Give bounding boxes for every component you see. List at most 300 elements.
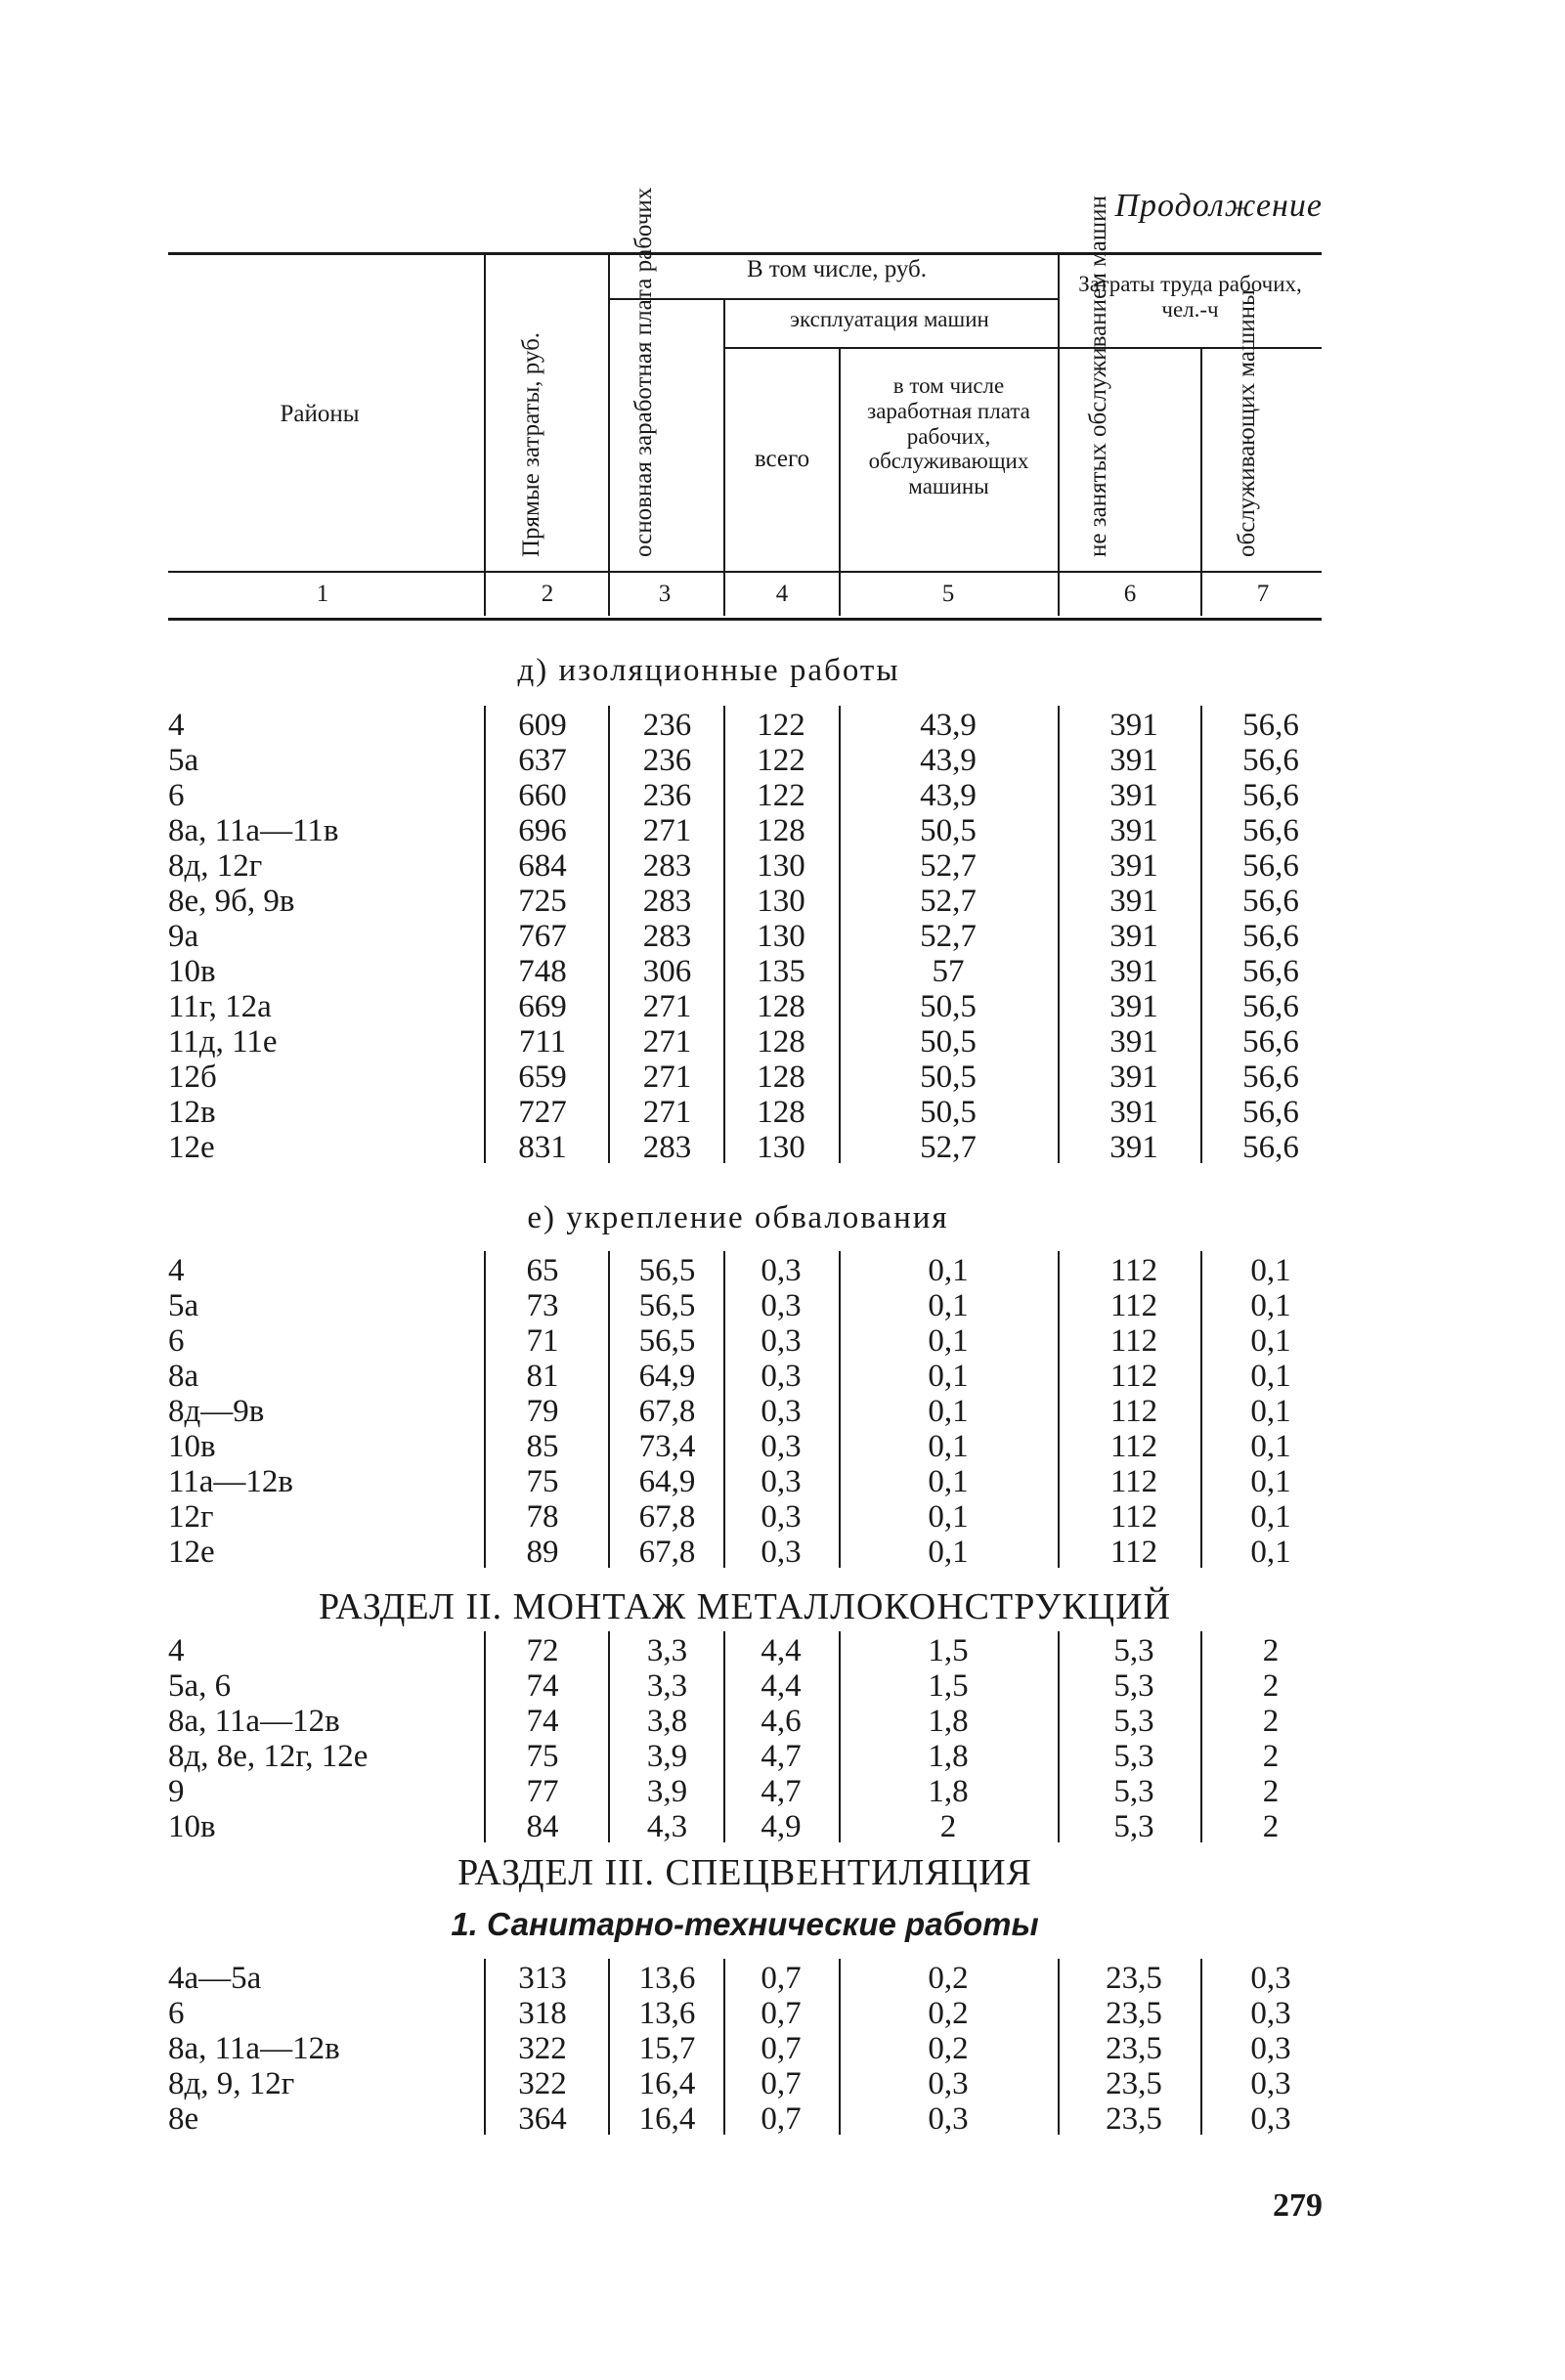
cell-labor-not-machine: 112 [1109,1429,1158,1464]
cell-rayon: 6 [168,778,185,813]
cell-direct-costs: 748 [518,954,567,989]
table-row [0,2031,1565,2066]
cell-machine-wage: 0,1 [928,1499,969,1535]
cell-machine-wage: 52,7 [920,884,977,919]
cell-rayon: 12в [168,1095,216,1130]
table-row [0,1961,1565,1996]
cell-labor-not-machine: 112 [1109,1253,1158,1288]
column-divider [608,706,610,1163]
table-row [0,1130,1565,1165]
cell-labor-machine: 56,6 [1242,848,1299,884]
cell-machines-total: 122 [757,708,805,743]
cell-labor-not-machine: 391 [1109,954,1158,989]
cell-rayon: 12е [168,1535,215,1570]
column-divider [1200,1631,1202,1842]
cell-labor-not-machine: 112 [1109,1394,1158,1429]
cell-rayon: 8д, 9, 12г [168,2066,295,2101]
table-row [0,1464,1565,1499]
cell-machines-total: 128 [757,1095,805,1130]
cell-labor-machine: 0,1 [1250,1429,1291,1464]
column-divider [1058,1959,1060,2135]
cell-machine-wage: 52,7 [920,1130,977,1165]
cell-labor-not-machine: 391 [1109,884,1158,919]
cell-machines-total: 128 [757,813,805,848]
cell-machines-total: 0,3 [761,1394,802,1429]
table-row [0,1739,1565,1774]
cell-direct-costs: 84 [526,1809,559,1844]
cell-basic-wage: 3,9 [646,1739,688,1774]
cell-rayon: 12е [168,1130,215,1165]
cell-direct-costs: 364 [518,2101,567,2137]
cell-rayon: 10в [168,1429,216,1464]
cell-labor-not-machine: 5,3 [1113,1633,1154,1668]
cell-labor-machine: 56,6 [1242,813,1299,848]
column-divider [723,706,725,1163]
cell-rayon: 10в [168,1809,216,1844]
cell-labor-not-machine: 391 [1109,743,1158,778]
cell-labor-machine: 2 [1262,1739,1280,1774]
cell-machine-wage: 0,1 [928,1535,969,1570]
table-row [0,743,1565,778]
cell-rayon: 6 [168,1996,185,2031]
col-number: 1 [316,581,329,607]
cell-basic-wage: 16,4 [638,2066,696,2101]
column-divider [484,1631,486,1842]
column-divider [839,706,841,1163]
header-rule [608,298,1058,300]
cell-basic-wage: 271 [642,1095,692,1130]
cell-basic-wage: 4,3 [646,1809,688,1844]
cell-direct-costs: 684 [518,848,567,884]
cell-labor-not-machine: 112 [1109,1288,1158,1323]
cell-labor-not-machine: 112 [1109,1323,1158,1359]
header-divider [839,571,841,616]
cell-direct-costs: 72 [526,1633,559,1668]
cell-rayon: 9а [168,919,199,954]
cell-labor-not-machine: 391 [1109,848,1158,884]
column-divider [484,1251,486,1568]
header-divider [608,571,610,616]
cell-machines-total: 0,3 [761,1464,802,1499]
cell-rayon: 8е, 9б, 9в [168,884,295,919]
cell-rayon: 8а, 11а—11в [168,813,339,848]
cell-basic-wage: 15,7 [638,2031,696,2066]
table-row [0,954,1565,989]
cell-direct-costs: 660 [518,778,567,813]
cell-direct-costs: 696 [518,813,567,848]
column-divider [608,1251,610,1568]
cell-rayon: 10в [168,954,216,989]
cell-machine-wage: 0,1 [928,1429,969,1464]
cell-machine-wage: 2 [939,1809,957,1844]
column-divider [484,706,486,1163]
cell-direct-costs: 767 [518,919,567,954]
table-row [0,1288,1565,1323]
cell-labor-not-machine: 5,3 [1113,1774,1154,1809]
column-divider [1058,1251,1060,1568]
cell-labor-not-machine: 391 [1109,919,1158,954]
header-divider [1200,571,1202,616]
cell-direct-costs: 727 [518,1095,567,1130]
cell-labor-machine: 0,1 [1250,1288,1291,1323]
table-row [0,1429,1565,1464]
cell-labor-machine: 0,1 [1250,1323,1291,1359]
column-divider [839,1959,841,2135]
cell-machine-wage: 52,7 [920,919,977,954]
table-row [0,1253,1565,1288]
cell-rayon: 8а, 11а—12в [168,1704,340,1739]
cell-direct-costs: 85 [526,1429,559,1464]
table-row [0,813,1565,848]
cell-basic-wage: 306 [642,954,692,989]
header-bottom-rule [168,618,1322,621]
cell-direct-costs: 75 [526,1739,559,1774]
cell-basic-wage: 236 [642,743,692,778]
cell-labor-machine: 56,6 [1242,1095,1299,1130]
header-divider [839,347,841,571]
header-divider [723,298,725,571]
cell-machines-total: 0,7 [761,1961,802,1996]
cell-machine-wage: 0,2 [928,1996,969,2031]
cell-labor-machine: 2 [1262,1774,1280,1809]
cell-machine-wage: 0,1 [928,1359,969,1394]
cell-machine-wage: 1,8 [928,1739,969,1774]
col-number: 6 [1123,581,1137,607]
col-number: 4 [775,581,789,607]
cell-rayon: 11д, 11е [168,1024,278,1060]
cell-direct-costs: 74 [526,1668,559,1704]
cell-labor-machine: 0,3 [1250,2066,1291,2101]
table-row [0,1996,1565,2031]
cell-machine-wage: 50,5 [920,1095,977,1130]
cell-machines-total: 128 [757,989,805,1024]
cell-labor-machine: 2 [1262,1809,1280,1844]
cell-rayon: 6 [168,1323,185,1359]
cell-labor-not-machine: 112 [1109,1359,1158,1394]
header-incl: В том числе, руб. [746,256,928,282]
cell-labor-machine: 2 [1262,1668,1280,1704]
cell-direct-costs: 322 [518,2066,567,2101]
cell-direct-costs: 637 [518,743,567,778]
cell-basic-wage: 67,8 [638,1394,696,1429]
cell-direct-costs: 318 [518,1996,567,2031]
cell-rayon: 11а—12в [168,1464,294,1499]
cell-labor-not-machine: 391 [1109,778,1158,813]
cell-rayon: 8а, 11а—12в [168,2031,340,2066]
cell-basic-wage: 13,6 [638,1961,696,1996]
cell-labor-machine: 0,1 [1250,1253,1291,1288]
cell-machine-wage: 0,3 [928,2066,969,2101]
cell-labor-not-machine: 391 [1109,1095,1158,1130]
cell-direct-costs: 71 [526,1323,559,1359]
cell-machines-total: 122 [757,743,805,778]
header-basic-wage: основная заработная плата рабочих [630,187,657,557]
cell-rayon: 12г [168,1499,214,1535]
col-number: 2 [541,581,554,607]
table-row [0,2066,1565,2101]
table-row [0,1774,1565,1809]
cell-labor-not-machine: 23,5 [1106,2101,1162,2137]
cell-labor-machine: 56,6 [1242,884,1299,919]
subsection-title: 1. Санитарно-технические работы [451,1906,1039,1942]
cell-labor-machine: 0,3 [1250,2031,1291,2066]
cell-machines-total: 130 [757,919,805,954]
cell-labor-machine: 0,3 [1250,2101,1291,2137]
column-divider [1200,706,1202,1163]
cell-labor-not-machine: 112 [1109,1464,1158,1499]
header-top-rule [168,252,1322,255]
column-divider [1200,1251,1202,1568]
cell-labor-not-machine: 23,5 [1106,2031,1162,2066]
cell-machines-total: 4,7 [761,1774,802,1809]
cell-direct-costs: 669 [518,989,567,1024]
cell-machines-total: 0,3 [761,1535,802,1570]
cell-basic-wage: 56,5 [638,1253,696,1288]
cell-direct-costs: 78 [526,1499,559,1535]
column-divider [723,1631,725,1842]
cell-labor-not-machine: 23,5 [1106,2066,1162,2101]
cell-basic-wage: 3,3 [646,1633,688,1668]
column-divider [1058,706,1060,1163]
cell-rayon: 11г, 12а [168,989,272,1024]
column-divider [1058,1631,1060,1842]
cell-rayon: 8а [168,1359,199,1394]
cell-machine-wage: 1,8 [928,1704,969,1739]
cell-labor-not-machine: 23,5 [1106,1961,1162,1996]
cell-machines-total: 0,3 [761,1429,802,1464]
cell-machines-total: 0,3 [761,1253,802,1288]
table-row [0,1668,1565,1704]
cell-labor-not-machine: 112 [1109,1535,1158,1570]
table-row [0,884,1565,919]
cell-machines-total: 4,7 [761,1739,802,1774]
cell-labor-machine: 0,3 [1250,1961,1291,1996]
cell-direct-costs: 711 [518,1024,567,1060]
cell-labor-machine: 0,1 [1250,1535,1291,1570]
table-row [0,778,1565,813]
table-row [0,708,1565,743]
cell-labor-machine: 56,6 [1242,919,1299,954]
cell-machines-total: 0,7 [761,2101,802,2137]
part-title: РАЗДЕЛ II. МОНТАЖ МЕТАЛЛОКОНСТРУКЦИЙ [318,1586,1172,1627]
cell-direct-costs: 77 [526,1774,559,1809]
column-divider [608,1959,610,2135]
cell-rayon: 8д, 8е, 12г, 12е [168,1739,369,1774]
cell-basic-wage: 67,8 [638,1499,696,1535]
table-row [0,1323,1565,1359]
cell-basic-wage: 236 [642,778,692,813]
cell-basic-wage: 64,9 [638,1359,696,1394]
table-row [0,1809,1565,1844]
cell-basic-wage: 3,3 [646,1668,688,1704]
cell-labor-not-machine: 5,3 [1113,1704,1154,1739]
table-row [0,1394,1565,1429]
cell-machines-total: 0,3 [761,1499,802,1535]
column-divider [723,1251,725,1568]
header-direct-costs: Прямые затраты, руб. [518,331,544,557]
cell-labor-machine: 56,6 [1242,708,1299,743]
cell-basic-wage: 283 [642,1130,692,1165]
cell-machines-total: 130 [757,884,805,919]
col-number: 3 [658,581,672,607]
section-title: е) укрепление обвалования [527,1200,949,1235]
cell-basic-wage: 283 [642,884,692,919]
continued-label: Продолжение [1114,188,1323,224]
cell-direct-costs: 831 [518,1130,567,1165]
cell-basic-wage: 13,6 [638,1996,696,2031]
cell-machines-total: 0,7 [761,2066,802,2101]
cell-direct-costs: 75 [526,1464,559,1499]
cell-labor-not-machine: 391 [1109,708,1158,743]
cell-labor-machine: 0,1 [1250,1499,1291,1535]
table-row [0,1499,1565,1535]
cell-machines-total: 128 [757,1060,805,1095]
cell-labor-not-machine: 112 [1109,1499,1158,1535]
cell-basic-wage: 67,8 [638,1535,696,1570]
cell-direct-costs: 322 [518,2031,567,2066]
header-divider [1200,347,1202,571]
cell-basic-wage: 271 [642,1060,692,1095]
cell-labor-machine: 56,6 [1242,743,1299,778]
cell-rayon: 4 [168,708,185,743]
table-row [0,1704,1565,1739]
cell-machine-wage: 43,9 [920,743,977,778]
cell-machine-wage: 0,1 [928,1253,969,1288]
column-divider [839,1251,841,1568]
table-row [0,1024,1565,1060]
page-number: 279 [1273,2187,1323,2224]
table-row [0,1060,1565,1095]
cell-machine-wage: 43,9 [920,778,977,813]
cell-machine-wage: 0,1 [928,1323,969,1359]
cell-machine-wage: 0,1 [928,1464,969,1499]
cell-rayon: 4 [168,1633,185,1668]
section-title: д) изоляционные работы [517,653,900,688]
cell-labor-not-machine: 391 [1109,813,1158,848]
cell-direct-costs: 725 [518,884,567,919]
header-total: всего [754,446,810,472]
table-row [0,1359,1565,1394]
cell-labor-machine: 56,6 [1242,989,1299,1024]
col-number: 7 [1256,581,1270,607]
cell-machine-wage: 1,5 [928,1668,969,1704]
header-labor: Затраты труда рабочих, чел.-ч [1078,272,1302,322]
cell-rayon: 8е [168,2101,199,2137]
cell-machine-wage: 43,9 [920,708,977,743]
part-title: РАЗДЕЛ III. СПЕЦВЕНТИЛЯЦИЯ [457,1852,1032,1893]
header-rule [723,347,1058,349]
cell-labor-machine: 2 [1262,1633,1280,1668]
cell-rayon: 5а [168,743,199,778]
cell-labor-machine: 0,1 [1250,1394,1291,1429]
cell-machine-wage: 0,2 [928,2031,969,2066]
cell-labor-not-machine: 391 [1109,1060,1158,1095]
cell-machines-total: 130 [757,848,805,884]
cell-labor-machine: 56,6 [1242,1060,1299,1095]
cell-machines-total: 4,9 [761,1809,802,1844]
cell-machine-wage: 50,5 [920,989,977,1024]
cell-machine-wage: 50,5 [920,813,977,848]
cell-machine-wage: 0,1 [928,1394,969,1429]
header-rayony: Районы [280,401,360,427]
cell-direct-costs: 81 [526,1359,559,1394]
cell-rayon: 5а, 6 [168,1668,232,1704]
cell-machines-total: 128 [757,1024,805,1060]
cell-machine-wage: 1,8 [928,1774,969,1809]
table-row [0,989,1565,1024]
cell-direct-costs: 659 [518,1060,567,1095]
header-numbers-top-rule [168,571,1322,573]
cell-direct-costs: 89 [526,1535,559,1570]
header-divider [484,252,486,571]
column-divider [484,1959,486,2135]
cell-labor-not-machine: 5,3 [1113,1809,1154,1844]
column-divider [723,1959,725,2135]
cell-machines-total: 135 [757,954,805,989]
cell-machines-total: 0,3 [761,1288,802,1323]
header-machine: обслуживающих машины [1234,289,1260,557]
cell-labor-machine: 56,6 [1242,1024,1299,1060]
column-divider [839,1631,841,1842]
cell-machines-total: 0,7 [761,1996,802,2031]
col-number: 5 [941,581,955,607]
cell-basic-wage: 64,9 [638,1464,696,1499]
header-machine-wage: в том числе заработная плата рабочих, обслуживающих машины [867,373,1030,498]
header-divider [484,571,486,616]
cell-machine-wage: 52,7 [920,848,977,884]
header-divider [1058,252,1060,571]
cell-labor-machine: 56,6 [1242,954,1299,989]
cell-basic-wage: 56,5 [638,1323,696,1359]
table-row [0,1095,1565,1130]
cell-labor-machine: 2 [1262,1704,1280,1739]
cell-machine-wage: 0,3 [928,2101,969,2137]
cell-labor-not-machine: 391 [1109,989,1158,1024]
cell-labor-machine: 0,3 [1250,1996,1291,2031]
header-not-machine: не занятых обслуживанием машин [1085,195,1111,557]
cell-direct-costs: 74 [526,1704,559,1739]
cell-rayon: 8д—9в [168,1394,265,1429]
column-divider [1200,1959,1202,2135]
cell-labor-machine: 56,6 [1242,1130,1299,1165]
cell-machine-wage: 0,2 [928,1961,969,1996]
cell-basic-wage: 56,5 [638,1288,696,1323]
cell-labor-not-machine: 391 [1109,1130,1158,1165]
cell-basic-wage: 271 [642,989,692,1024]
column-divider [608,1631,610,1842]
cell-labor-machine: 0,1 [1250,1464,1291,1499]
cell-labor-machine: 0,1 [1250,1359,1291,1394]
cell-rayon: 12б [168,1060,217,1095]
cell-labor-not-machine: 391 [1109,1024,1158,1060]
cell-labor-not-machine: 23,5 [1106,1996,1162,2031]
cell-rayon: 9 [168,1774,185,1809]
cell-machines-total: 0,7 [761,2031,802,2066]
cell-machine-wage: 50,5 [920,1060,977,1095]
cell-direct-costs: 79 [526,1394,559,1429]
cell-direct-costs: 65 [526,1253,559,1288]
cell-machines-total: 4,4 [761,1633,802,1668]
cell-machines-total: 130 [757,1130,805,1165]
header-machines: эксплуатация машин [790,307,989,331]
cell-rayon: 8д, 12г [168,848,263,884]
cell-direct-costs: 73 [526,1288,559,1323]
cell-basic-wage: 73,4 [638,1429,696,1464]
cell-labor-not-machine: 5,3 [1113,1739,1154,1774]
cell-machine-wage: 1,5 [928,1633,969,1668]
header-divider [723,571,725,616]
cell-basic-wage: 236 [642,708,692,743]
